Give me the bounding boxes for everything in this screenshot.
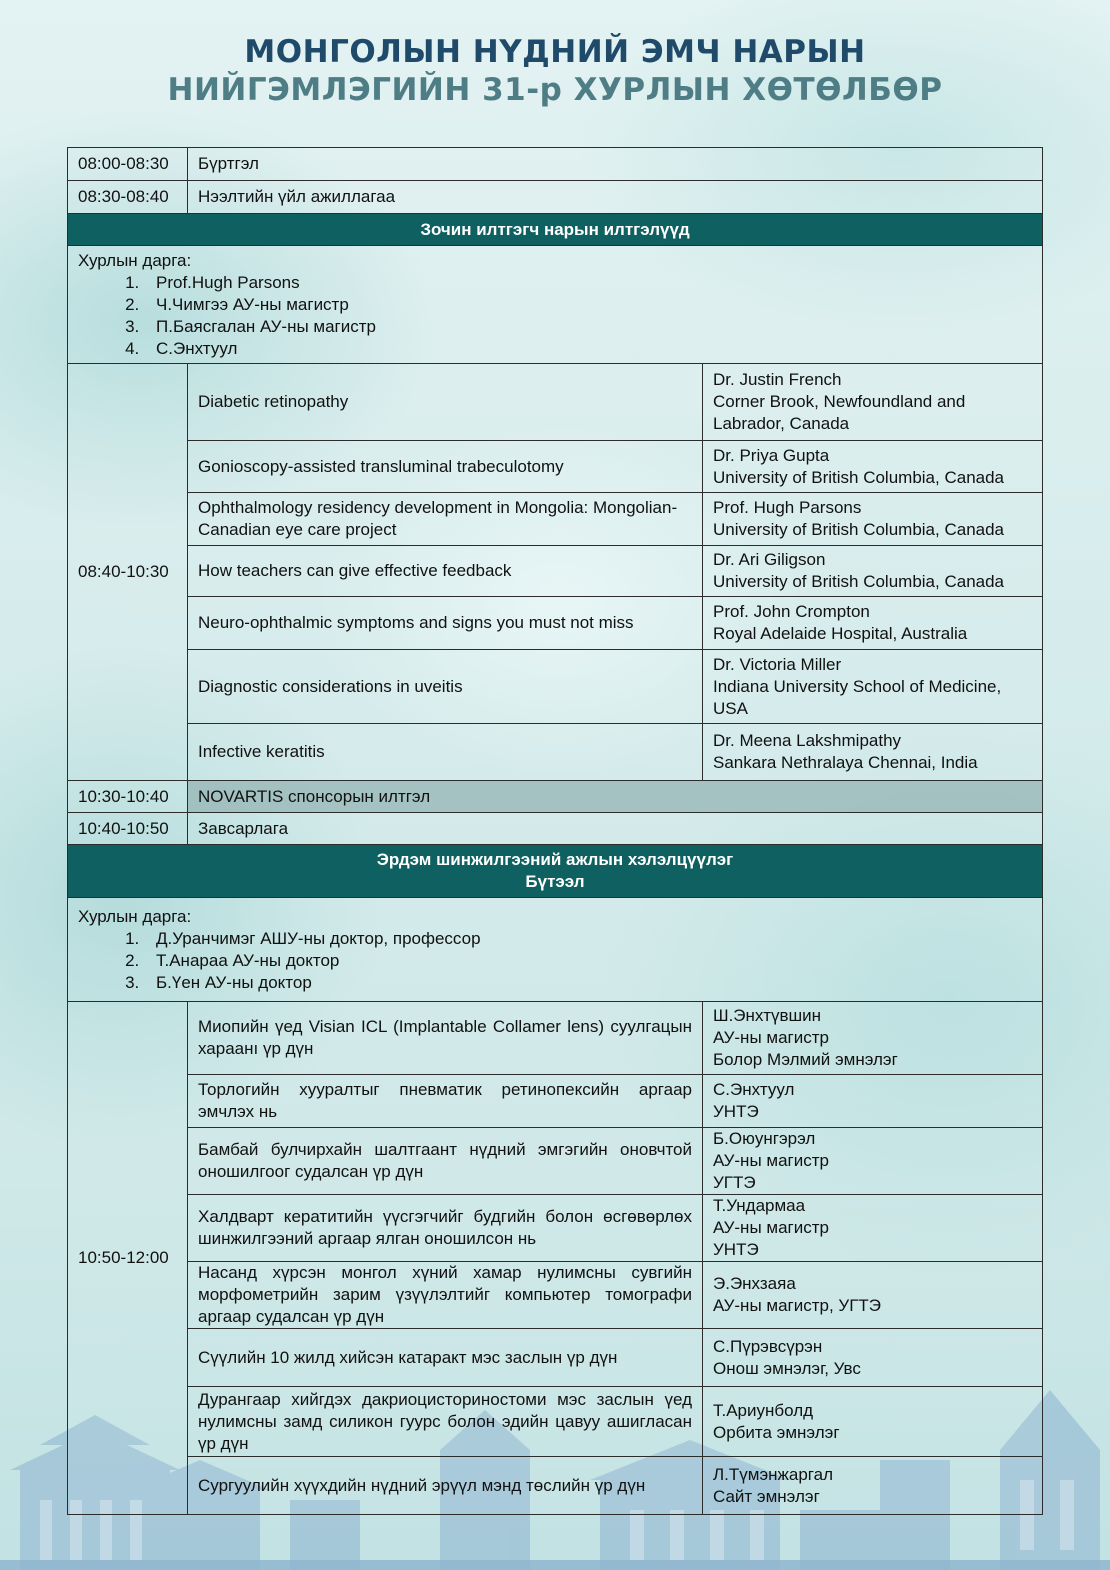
title-line-1: МОНГОЛЫН НҮДНИЙ ЭМЧ НАРЫН <box>244 34 866 70</box>
session-cell: Нээлтийн үйл ажиллагаа <box>188 181 1043 214</box>
speaker-affiliation: Орбита эмнэлэг <box>713 1422 840 1442</box>
time-cell: 10:50-12:00 <box>68 1002 188 1515</box>
time-cell: 08:40-10:30 <box>68 364 188 781</box>
speaker-cell <box>703 493 1043 546</box>
talk-row <box>68 493 1043 546</box>
talk-row <box>68 724 1043 781</box>
chair-item: 1. Prof.Hugh Parsons <box>144 272 1032 294</box>
speaker-affiliation: USA <box>713 698 748 718</box>
speaker-name: Т.Ундармаа <box>713 1196 806 1215</box>
talk-row <box>68 1128 1043 1195</box>
speaker-affiliation: Sankara Nethralaya Chennai, India <box>713 753 978 772</box>
break-row <box>68 813 1043 845</box>
speaker-affiliation: УНТЭ <box>713 1240 759 1259</box>
chair-item: 3. Б.Үен АУ-ны доктор <box>144 972 1032 994</box>
chair-item: 2. Т.Анараа АУ-ны доктор <box>144 950 1032 972</box>
talk-row <box>68 1329 1043 1387</box>
speaker-affiliation: АУ-ны магистр <box>713 1028 829 1047</box>
chair-item: 4. С.Энхтуул <box>144 338 1032 360</box>
talk-row <box>68 597 1043 650</box>
talk-row <box>68 1387 1043 1457</box>
speaker-cell <box>703 1002 1043 1075</box>
section-header-line-2: Бүтээл <box>525 872 585 891</box>
section-header: Зочин илтгэгч нарын илтгэлүүд <box>68 214 1043 246</box>
speaker-cell <box>703 650 1043 724</box>
talk-row <box>68 1075 1043 1128</box>
speaker-affiliation: УГТЭ <box>713 1173 756 1192</box>
speaker-cell <box>703 364 1043 441</box>
talk-row <box>68 1457 1043 1515</box>
talk-title: Neuro-ophthalmic symptoms and signs you must not miss <box>188 597 703 650</box>
speaker-name: Dr. Meena Lakshmipathy <box>713 731 902 750</box>
talk-row <box>68 1195 1043 1262</box>
speaker-affiliation: University of British Columbia, Canada <box>713 520 1005 539</box>
session-cell: Завсарлага <box>188 813 1043 845</box>
program-table <box>67 147 1043 1515</box>
speaker-name: Prof. John Crompton <box>713 602 870 621</box>
talk-title: Diabetic retinopathy <box>188 364 703 441</box>
time-cell: 10:30-10:40 <box>68 781 188 813</box>
page-title <box>0 33 1110 109</box>
chair-item: 1. Д.Уранчимэг АШУ-ны доктор, профессор <box>144 928 1032 950</box>
section-header-row <box>68 214 1043 246</box>
speaker-affiliation: Labrador, Canada <box>713 414 850 433</box>
section-header <box>68 845 1043 898</box>
talk-title: Сүүлийн 10 жилд хийсэн катаракт мэс заслын үр дүн <box>188 1329 703 1387</box>
table-row <box>68 181 1043 214</box>
chair-list <box>78 928 1032 994</box>
speaker-cell <box>703 1329 1043 1387</box>
talk-row <box>68 1002 1043 1075</box>
speaker-name: С.Пүрэвсүрэн <box>713 1336 823 1356</box>
speaker-name: Dr. Priya Gupta <box>713 445 830 465</box>
session-cell: NOVARTIS спонсорын илтгэл <box>188 781 1043 813</box>
chair-list <box>78 272 1032 360</box>
talk-title: Миопийн үед Visian ICL (Implantable Collamer lens) суулгацын хараанı үр дүн <box>188 1002 703 1075</box>
speaker-affiliation: АУ-ны магистр, УГТЭ <box>713 1296 882 1315</box>
chair-item: 3. П.Баясгалан АУ-ны магистр <box>144 316 1032 338</box>
speaker-cell <box>703 724 1043 781</box>
talk-title: Diagnostic considerations in uveitis <box>188 650 703 724</box>
speaker-name: Dr. Ari Giligson <box>713 550 826 569</box>
talk-row <box>68 1262 1043 1329</box>
speaker-cell <box>703 1128 1043 1195</box>
talk-title: Gonioscopy-assisted transluminal trabeculotomy <box>188 441 703 493</box>
speaker-name: С.Энхтуул <box>713 1080 795 1099</box>
speaker-affiliation: АУ-ны магистр <box>713 1151 829 1170</box>
speaker-cell <box>703 1387 1043 1457</box>
talk-row <box>68 546 1043 597</box>
talk-row <box>68 650 1043 724</box>
speaker-affiliation: University of British Columbia, Canada <box>713 467 1005 487</box>
talk-row <box>68 364 1043 441</box>
speaker-name: Т.Ариунболд <box>713 1400 814 1420</box>
speaker-cell <box>703 441 1043 493</box>
speaker-affiliation: Онош эмнэлэг, Увс <box>713 1358 861 1378</box>
speaker-name: Dr. Justin French <box>713 370 842 389</box>
chair-label: Хурлын дарга: <box>78 906 192 926</box>
time-cell: 10:40-10:50 <box>68 813 188 845</box>
session-cell: Бүртгэл <box>188 148 1043 181</box>
talk-title: Infective keratitis <box>188 724 703 781</box>
speaker-affiliation: Royal Adelaide Hospital, Australia <box>713 624 968 643</box>
speaker-name: Prof. Hugh Parsons <box>713 498 862 517</box>
time-cell: 08:30-08:40 <box>68 181 188 214</box>
section-header-line-1: Эрдэм шинжилгээний ажлын хэлэлцүүлэг <box>376 850 734 869</box>
speaker-cell <box>703 597 1043 650</box>
sponsor-row <box>68 781 1043 813</box>
table-row <box>68 148 1043 181</box>
talk-title: How teachers can give effective feedback <box>188 546 703 597</box>
speaker-cell <box>703 1195 1043 1262</box>
chair-cell <box>68 898 1043 1002</box>
chair-row <box>68 246 1043 364</box>
talk-title: Бамбай булчирхайн шалтгаант нүдний эмгэгийн оновчтой оношилгоог судалсан үр дүн <box>188 1128 703 1195</box>
speaker-name: Dr. Victoria Miller <box>713 654 842 674</box>
speaker-affiliation: Indiana University School of Medicine, <box>713 676 1002 696</box>
chair-label: Хурлын дарга: <box>78 250 192 270</box>
talk-title: Дурангаар хийгдэх дакриоцисториностоми мэс заслын үед нулимсны замд силикон гуурс болон эдийн цавуу ашигласан үр дүн <box>188 1387 703 1457</box>
speaker-affiliation: Болор Мэлмий эмнэлэг <box>713 1050 898 1069</box>
speaker-cell <box>703 1457 1043 1515</box>
speaker-affiliation: University of British Columbia, Canada <box>713 572 1005 591</box>
speaker-cell <box>703 1262 1043 1329</box>
chair-row <box>68 898 1043 1002</box>
speaker-name: Э.Энхзаяа <box>713 1274 796 1293</box>
talk-title: Сургуулийн хүүхдийн нүдний эрүүл мэнд төслийн үр дүн <box>188 1457 703 1515</box>
speaker-name: Л.Түмэнжаргал <box>713 1464 833 1484</box>
title-line-2: НИЙГЭМЛЭГИЙН 31-р ХУРЛЫН ХӨТӨЛБӨР <box>167 72 943 108</box>
speaker-affiliation: УНТЭ <box>713 1102 759 1121</box>
speaker-affiliation: Corner Brook, Newfoundland and <box>713 392 966 411</box>
speaker-affiliation: АУ-ны магистр <box>713 1218 829 1237</box>
section-header-row <box>68 845 1043 898</box>
talk-row <box>68 441 1043 493</box>
talk-title: Насанд хүрсэн монгол хүний хамар нулимсны сувгийн морфометрийн зарим үзүүлэлтийг компьютер томографи аргаар судалсан үр дүн <box>188 1262 703 1329</box>
talk-title: Ophthalmology residency development in Mongolia: Mongolian-Canadian eye care project <box>188 493 703 546</box>
speaker-name: Б.Оюунгэрэл <box>713 1129 816 1148</box>
speaker-affiliation: Сайт эмнэлэг <box>713 1486 820 1506</box>
time-cell: 08:00-08:30 <box>68 148 188 181</box>
talk-title: Халдварт кератитийн үүсгэгчийг будгийн болон өсгөвөрлөх шинжилгээний аргаар ялган оношилсон нь <box>188 1195 703 1262</box>
speaker-cell <box>703 546 1043 597</box>
speaker-name: Ш.Энхтүвшин <box>713 1006 822 1025</box>
speaker-cell <box>703 1075 1043 1128</box>
chair-cell <box>68 246 1043 364</box>
chair-item: 2. Ч.Чимгээ АУ-ны магистр <box>144 294 1032 316</box>
talk-title: Торлогийн хууралтыг пневматик ретинопексийн аргаар эмчлэх нь <box>188 1075 703 1128</box>
